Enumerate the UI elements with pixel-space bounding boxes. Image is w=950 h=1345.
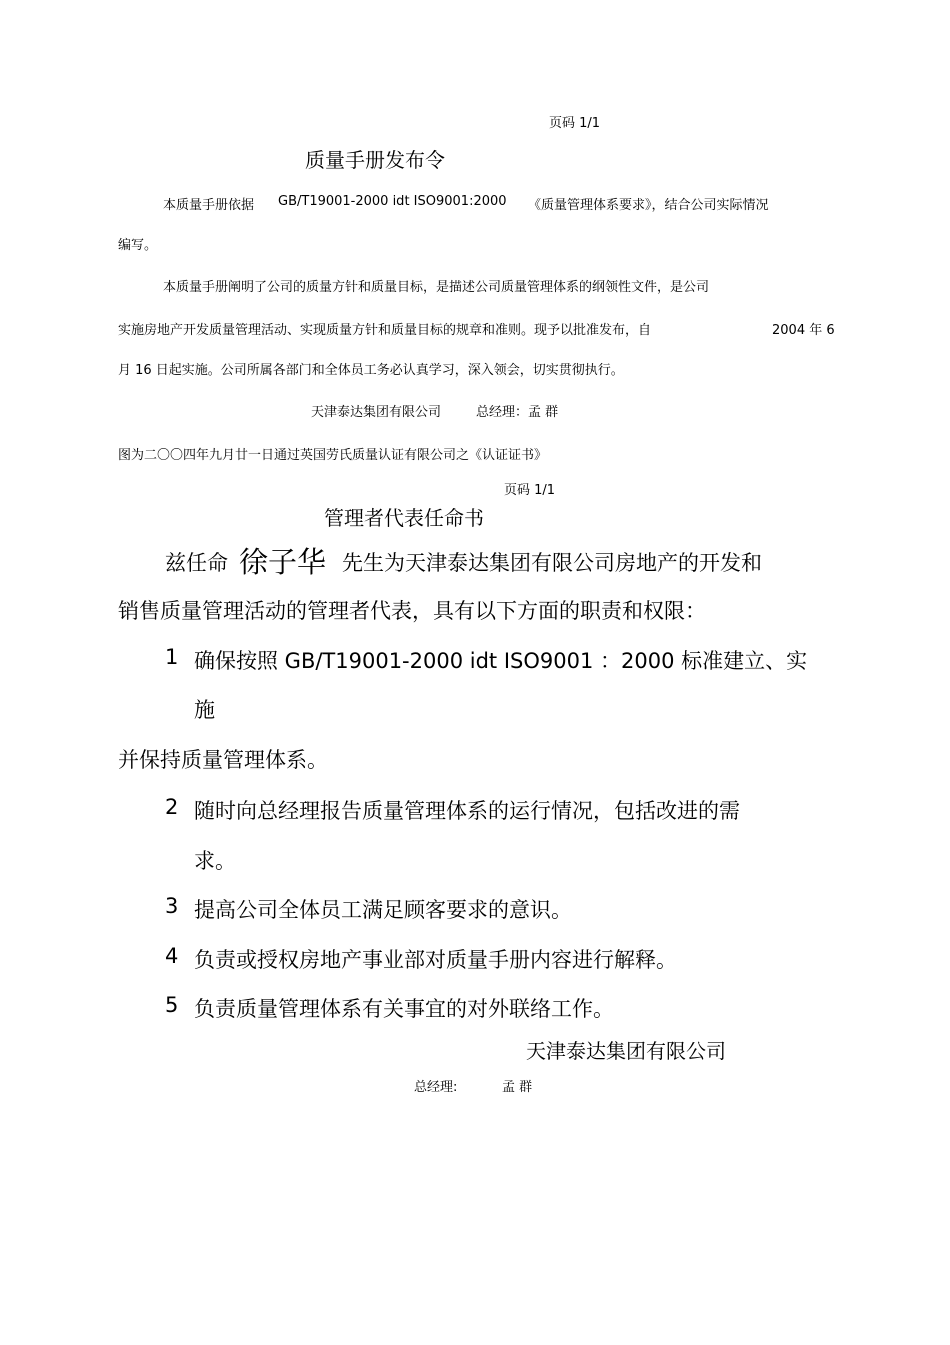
p2-date: 2004 年 6 [772, 323, 835, 338]
company-name-1: 天津泰达集团有限公司 [311, 405, 442, 420]
item-1-continuation: 施 [194, 698, 215, 722]
item-5-text: 负责质量管理体系有关事宜的对外联络工作。 [194, 997, 614, 1021]
appointment-title: 管理者代表任命书 [324, 506, 484, 530]
p2-text-c: 月 16 日起实施。公司所属各部门和全体员工务必认真学习，深入领会，切实贯彻执行。 [118, 363, 624, 378]
page-number-2: 页码 1/1 [504, 483, 556, 498]
intro-text-a: 兹任命 [165, 551, 228, 575]
page-number-1: 页码 1/1 [549, 116, 601, 131]
item-4-text: 负责或授权房地产事业部对质量手册内容进行解释。 [194, 948, 677, 972]
p1-text-a: 本质量手册依据 [163, 198, 255, 213]
item-3-number: 3 [165, 894, 179, 918]
item-1-text: 确保按照 GB/T19001-2000 idt ISO9001 ：2000 标准建立、实 [194, 649, 808, 673]
intro-text-b: 先生为天津泰达集团有限公司房地产的开发和 [342, 551, 762, 575]
general-manager-label-2: 总经理: [414, 1080, 458, 1095]
item-1-continuation-2: 并保持质量管理体系。 [118, 748, 328, 772]
item-2-continuation: 求。 [194, 849, 236, 873]
item-4-number: 4 [165, 944, 179, 968]
intro-text-c: 销售质量管理活动的管理者代表，具有以下方面的职责和权限： [118, 599, 706, 623]
item-3-text: 提高公司全体员工满足顾客要求的意识。 [194, 898, 572, 922]
p1-standard: GB/T19001-2000 idt ISO9001:2000 [278, 194, 507, 209]
release-order-title: 质量手册发布令 [305, 148, 445, 172]
item-1-number: 1 [165, 645, 179, 669]
p2-text-b: 实施房地产开发质量管理活动、实现质量方针和质量目标的规章和准则。现予以批准发布，自 [118, 323, 652, 338]
p1-text-c: 编写。 [118, 238, 158, 253]
company-name-2: 天津泰达集团有限公司 [526, 1039, 726, 1063]
appointee-name: 徐子华 [239, 545, 327, 579]
item-2-number: 2 [165, 795, 179, 819]
p2-text-a: 本质量手册阐明了公司的质量方针和质量目标，是描述公司质量管理体系的纲领性文件，是公司 [163, 280, 710, 295]
item-2-text: 随时向总经理报告质量管理体系的运行情况，包括改进的需 [194, 799, 740, 823]
general-manager-name-2: 孟 群 [502, 1080, 533, 1095]
certificate-caption: 图为二〇〇四年九月廿一日通过英国劳氏质量认证有限公司之《认证证书》 [118, 448, 548, 463]
item-5-number: 5 [165, 993, 179, 1017]
general-manager-1: 总经理：孟 群 [476, 405, 559, 420]
p1-text-b: 《质量管理体系要求》，结合公司实际情况 [528, 198, 769, 213]
